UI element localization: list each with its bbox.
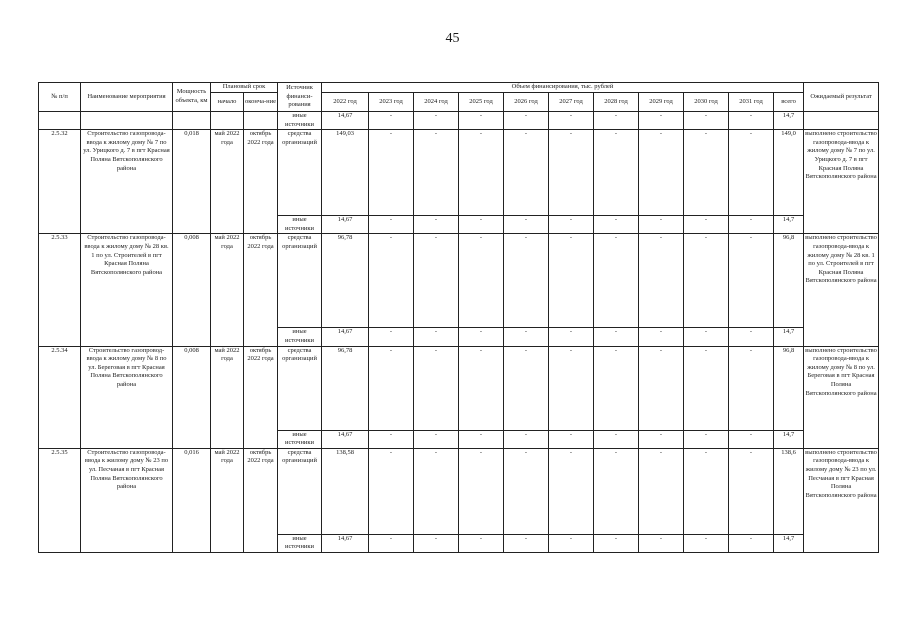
dash-cell: - <box>729 328 774 346</box>
dash-cell: - <box>414 328 459 346</box>
activity-name: Строительство газопровода-ввода к жилому дому № 23 по ул. Песчаная в пгт Красная Поляна Вятскополянского района <box>81 448 173 552</box>
source-cell: средства организаций <box>278 346 322 430</box>
dash-cell: - <box>369 430 414 448</box>
table-row <box>39 130 879 216</box>
dash-cell: - <box>504 216 549 234</box>
dash-cell: - <box>729 448 774 534</box>
dash-cell: - <box>459 346 504 430</box>
source-cell: средства организаций <box>278 130 322 216</box>
dash-cell: - <box>459 534 504 552</box>
dash-cell: - <box>594 534 639 552</box>
amount-total: 149,0 <box>774 130 804 216</box>
dash-cell: - <box>684 328 729 346</box>
amount-total: 14,7 <box>774 430 804 448</box>
dash-cell: - <box>504 234 549 328</box>
table-row <box>39 448 879 534</box>
table-row <box>39 346 879 430</box>
header-year: 2027 год <box>549 93 594 112</box>
dash-cell: - <box>594 430 639 448</box>
dash-cell: - <box>504 346 549 430</box>
header-start: начало <box>211 93 244 112</box>
header-year: 2028 год <box>594 93 639 112</box>
dash-cell: - <box>639 234 684 328</box>
financing-table <box>38 82 879 553</box>
dash-cell: - <box>729 112 774 130</box>
dash-cell: - <box>594 216 639 234</box>
dash-cell: - <box>414 430 459 448</box>
empty-cell <box>173 112 211 130</box>
expected-result: выполнено строительство газопровода-ввода к жилому дому № 7 по ул. Урицкого д. 7 в пгт Красная Поляна Вятскополянского района <box>804 130 879 234</box>
dash-cell: - <box>414 216 459 234</box>
dash-cell: - <box>414 448 459 534</box>
amount-total: 96,8 <box>774 234 804 328</box>
expected-result: выполнено строительство газопровода-ввода к жилому дому № 28 кв. 1 по ул. Строителей в пгт Красная Поляна Вятскополянского района <box>804 234 879 346</box>
dash-cell: - <box>684 534 729 552</box>
dash-cell: - <box>684 130 729 216</box>
dash-cell: - <box>729 534 774 552</box>
header-term: Плановый срок <box>211 83 278 93</box>
source-cell: средства организаций <box>278 448 322 534</box>
dash-cell: - <box>459 130 504 216</box>
dash-cell: - <box>639 448 684 534</box>
source-cell: иные источники <box>278 328 322 346</box>
dash-cell: - <box>729 346 774 430</box>
dash-cell: - <box>549 430 594 448</box>
dash-cell: - <box>594 346 639 430</box>
activity-name: Строительство газопровода-ввода к жилому дому № 28 кв. 1 по ул. Строителей в пгт Красная Поляна Вятскополянского района <box>81 234 173 346</box>
header-year: 2023 год <box>369 93 414 112</box>
amount-2022: 14,67 <box>322 430 369 448</box>
amount-2022: 14,67 <box>322 112 369 130</box>
dash-cell: - <box>639 130 684 216</box>
amount-total: 138,6 <box>774 448 804 534</box>
dash-cell: - <box>414 234 459 328</box>
dash-cell: - <box>729 130 774 216</box>
activity-name: Строительство газопровод-ввода к жилому дому № 8 по ул. Береговая в пгт Красная Поляна Вятскополянского района <box>81 346 173 448</box>
dash-cell: - <box>639 112 684 130</box>
dash-cell: - <box>504 130 549 216</box>
amount-total: 96,8 <box>774 346 804 430</box>
dash-cell: - <box>729 216 774 234</box>
dash-cell: - <box>504 534 549 552</box>
header-year: 2022 год <box>322 93 369 112</box>
dash-cell: - <box>459 448 504 534</box>
dash-cell: - <box>594 112 639 130</box>
capacity: 0,008 <box>173 234 211 346</box>
amount-total: 14,7 <box>774 328 804 346</box>
header-capacity: Мощность объекта, км <box>173 83 211 112</box>
row-number: 2.5.32 <box>39 130 81 234</box>
dash-cell: - <box>459 216 504 234</box>
dash-cell: - <box>369 112 414 130</box>
header-name: Наименование мероприятия <box>81 83 173 112</box>
dash-cell: - <box>639 534 684 552</box>
dash-cell: - <box>369 448 414 534</box>
amount-2022: 149,03 <box>322 130 369 216</box>
table-row <box>39 112 879 130</box>
capacity: 0,008 <box>173 346 211 448</box>
dash-cell: - <box>594 130 639 216</box>
dash-cell: - <box>549 346 594 430</box>
source-cell: иные источники <box>278 534 322 552</box>
header-year: 2024 год <box>414 93 459 112</box>
dash-cell: - <box>414 534 459 552</box>
dash-cell: - <box>729 430 774 448</box>
dash-cell: - <box>549 112 594 130</box>
dash-cell: - <box>549 534 594 552</box>
start-date: май 2022 года <box>211 448 244 552</box>
row-number: 2.5.34 <box>39 346 81 448</box>
dash-cell: - <box>414 346 459 430</box>
dash-cell: - <box>414 112 459 130</box>
source-cell: иные источники <box>278 112 322 130</box>
dash-cell: - <box>504 448 549 534</box>
start-date: май 2022 года <box>211 130 244 234</box>
dash-cell: - <box>549 216 594 234</box>
dash-cell: - <box>459 430 504 448</box>
dash-cell: - <box>504 328 549 346</box>
dash-cell: - <box>459 112 504 130</box>
dash-cell: - <box>594 448 639 534</box>
amount-2022: 14,67 <box>322 534 369 552</box>
amount-total: 14,7 <box>774 112 804 130</box>
dash-cell: - <box>594 328 639 346</box>
dash-cell: - <box>459 328 504 346</box>
expected-result: выполнено строительство газопровода-ввода к жилому дому № 23 по ул. Песчаная в пгт Красная Поляна Вятскополянского района <box>804 448 879 552</box>
dash-cell: - <box>504 430 549 448</box>
dash-cell: - <box>639 328 684 346</box>
amount-2022: 14,67 <box>322 216 369 234</box>
dash-cell: - <box>549 448 594 534</box>
header-year: 2025 год <box>459 93 504 112</box>
header-year: 2031 год <box>729 93 774 112</box>
amount-total: 14,7 <box>774 534 804 552</box>
end-date: октябрь 2022 года <box>244 448 278 552</box>
dash-cell: - <box>729 234 774 328</box>
header-result: Ожидаемый результат <box>804 83 879 112</box>
dash-cell: - <box>369 234 414 328</box>
empty-cell <box>804 112 879 130</box>
empty-cell <box>39 112 81 130</box>
dash-cell: - <box>549 234 594 328</box>
source-cell: средства организаций <box>278 234 322 328</box>
dash-cell: - <box>504 112 549 130</box>
header-total: всего <box>774 93 804 112</box>
dash-cell: - <box>684 216 729 234</box>
dash-cell: - <box>549 328 594 346</box>
dash-cell: - <box>684 346 729 430</box>
dash-cell: - <box>414 130 459 216</box>
capacity: 0,018 <box>173 130 211 234</box>
activity-name: Строительство газопровода-ввода к жилому дому № 7 по ул. Урицкого д. 7 в пгт Красная Поляна Вятскополянского района <box>81 130 173 234</box>
amount-2022: 138,58 <box>322 448 369 534</box>
amount-2022: 96,78 <box>322 234 369 328</box>
end-date: октябрь 2022 года <box>244 346 278 448</box>
header-year: 2026 год <box>504 93 549 112</box>
row-number: 2.5.33 <box>39 234 81 346</box>
dash-cell: - <box>369 216 414 234</box>
amount-2022: 96,78 <box>322 346 369 430</box>
source-cell: иные источники <box>278 216 322 234</box>
header-volume: Объем финансирования, тыс. рублей <box>322 83 804 93</box>
dash-cell: - <box>369 328 414 346</box>
dash-cell: - <box>369 534 414 552</box>
expected-result: выполнено строительство газопровода-ввода к жилому дому № 8 по ул. Береговая в пгт Красная Поляна Вятскополянского района <box>804 346 879 448</box>
capacity: 0,016 <box>173 448 211 552</box>
dash-cell: - <box>684 234 729 328</box>
dash-cell: - <box>369 346 414 430</box>
header-source: Источник финанси-рования <box>278 83 322 112</box>
dash-cell: - <box>369 130 414 216</box>
empty-cell <box>81 112 173 130</box>
dash-cell: - <box>594 234 639 328</box>
dash-cell: - <box>459 234 504 328</box>
dash-cell: - <box>684 112 729 130</box>
end-date: октябрь 2022 года <box>244 130 278 234</box>
dash-cell: - <box>639 216 684 234</box>
dash-cell: - <box>684 448 729 534</box>
table-row <box>39 234 879 328</box>
page-number: 45 <box>445 31 460 46</box>
row-number: 2.5.35 <box>39 448 81 552</box>
dash-cell: - <box>549 130 594 216</box>
amount-total: 14,7 <box>774 216 804 234</box>
start-date: май 2022 года <box>211 346 244 448</box>
header-end: оконча-ние <box>244 93 278 112</box>
dash-cell: - <box>639 346 684 430</box>
end-date: октябрь 2022 года <box>244 234 278 346</box>
empty-cell <box>244 112 278 130</box>
amount-2022: 14,67 <box>322 328 369 346</box>
header-year: 2029 год <box>639 93 684 112</box>
header-num: № п/п <box>39 83 81 112</box>
dash-cell: - <box>639 430 684 448</box>
source-cell: иные источники <box>278 430 322 448</box>
dash-cell: - <box>684 430 729 448</box>
empty-cell <box>211 112 244 130</box>
start-date: май 2022 года <box>211 234 244 346</box>
header-year: 2030 год <box>684 93 729 112</box>
